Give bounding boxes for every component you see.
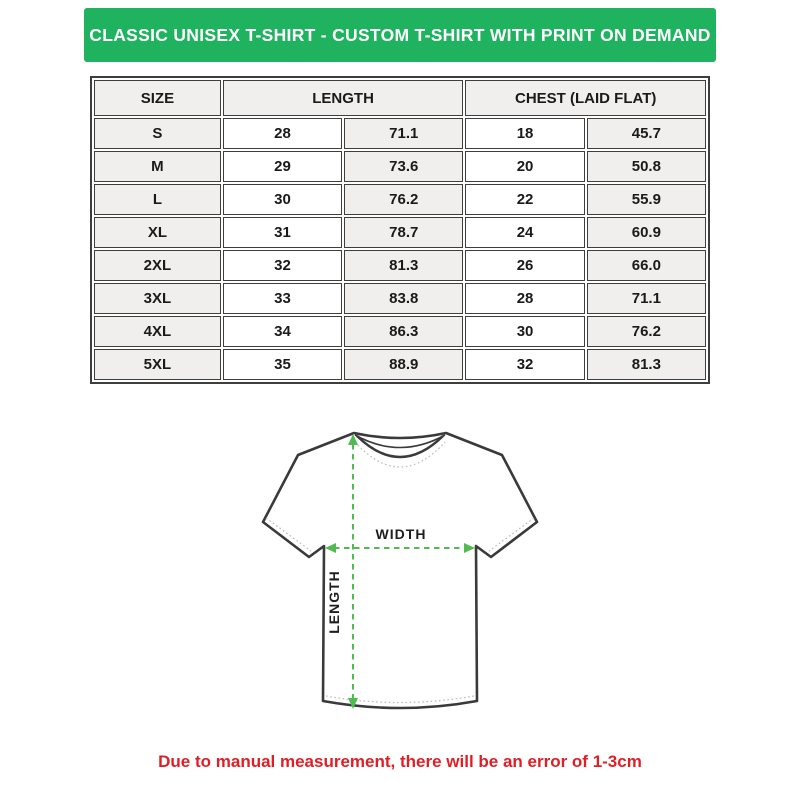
length-cm-cell: 78.7	[344, 217, 463, 248]
length-cm-cell: 76.2	[344, 184, 463, 215]
chest-in-cell: 28	[465, 283, 584, 314]
length-cm-cell: 88.9	[344, 349, 463, 380]
chest-in-cell: 22	[465, 184, 584, 215]
length-cm-cell: 71.1	[344, 118, 463, 149]
size-cell: S	[94, 118, 221, 149]
chest-cm-cell: 55.9	[587, 184, 706, 215]
chest-cm-cell: 60.9	[587, 217, 706, 248]
chest-in-cell: 20	[465, 151, 584, 182]
size-chart-table	[90, 76, 710, 384]
column-header-size: SIZE	[94, 80, 221, 116]
length-cm-cell: 86.3	[344, 316, 463, 347]
chest-cm-cell: 76.2	[587, 316, 706, 347]
table-row-4xl	[94, 316, 706, 347]
table-row-xl	[94, 217, 706, 248]
length-in-cell: 33	[223, 283, 342, 314]
chest-cm-cell: 50.8	[587, 151, 706, 182]
page-title: CLASSIC UNISEX T-SHIRT - CUSTOM T-SHIRT WITH PRINT ON DEMAND	[89, 24, 711, 45]
table-row-s	[94, 118, 706, 149]
length-cm-cell: 83.8	[344, 283, 463, 314]
length-cm-cell: 81.3	[344, 250, 463, 281]
chest-in-cell: 26	[465, 250, 584, 281]
width-label: WIDTH	[375, 526, 427, 542]
table-row-3xl	[94, 283, 706, 314]
chest-cm-cell: 81.3	[587, 349, 706, 380]
chest-in-cell: 30	[465, 316, 584, 347]
length-in-cell: 32	[223, 250, 342, 281]
length-in-cell: 35	[223, 349, 342, 380]
tshirt-outline-drawing	[250, 418, 550, 738]
size-cell: M	[94, 151, 221, 182]
measurement-error-note: Due to manual measurement, there will be an error of 1-3cm	[158, 752, 642, 771]
length-in-cell: 28	[223, 118, 342, 149]
length-in-cell: 34	[223, 316, 342, 347]
size-cell: 3XL	[94, 283, 221, 314]
tshirt-body-outline	[263, 433, 537, 708]
chest-in-cell: 32	[465, 349, 584, 380]
size-cell: 5XL	[94, 349, 221, 380]
table-header-row	[94, 80, 706, 116]
length-label: LENGTH	[326, 570, 342, 634]
table-row-m	[94, 151, 706, 182]
size-cell: 4XL	[94, 316, 221, 347]
chest-cm-cell: 45.7	[587, 118, 706, 149]
size-cell: XL	[94, 217, 221, 248]
length-cm-cell: 73.6	[344, 151, 463, 182]
chest-in-cell: 24	[465, 217, 584, 248]
table-row-l	[94, 184, 706, 215]
size-cell: 2XL	[94, 250, 221, 281]
length-in-cell: 31	[223, 217, 342, 248]
title-banner	[84, 8, 716, 62]
table-row-5xl	[94, 349, 706, 380]
tshirt-measurement-diagram	[250, 418, 550, 738]
length-in-cell: 29	[223, 151, 342, 182]
size-cell: L	[94, 184, 221, 215]
length-in-cell: 30	[223, 184, 342, 215]
column-header-length: LENGTH	[223, 80, 464, 116]
chest-in-cell: 18	[465, 118, 584, 149]
chest-cm-cell: 71.1	[587, 283, 706, 314]
chest-cm-cell: 66.0	[587, 250, 706, 281]
column-header-chest: CHEST (LAID FLAT)	[465, 80, 706, 116]
table-row-2xl	[94, 250, 706, 281]
